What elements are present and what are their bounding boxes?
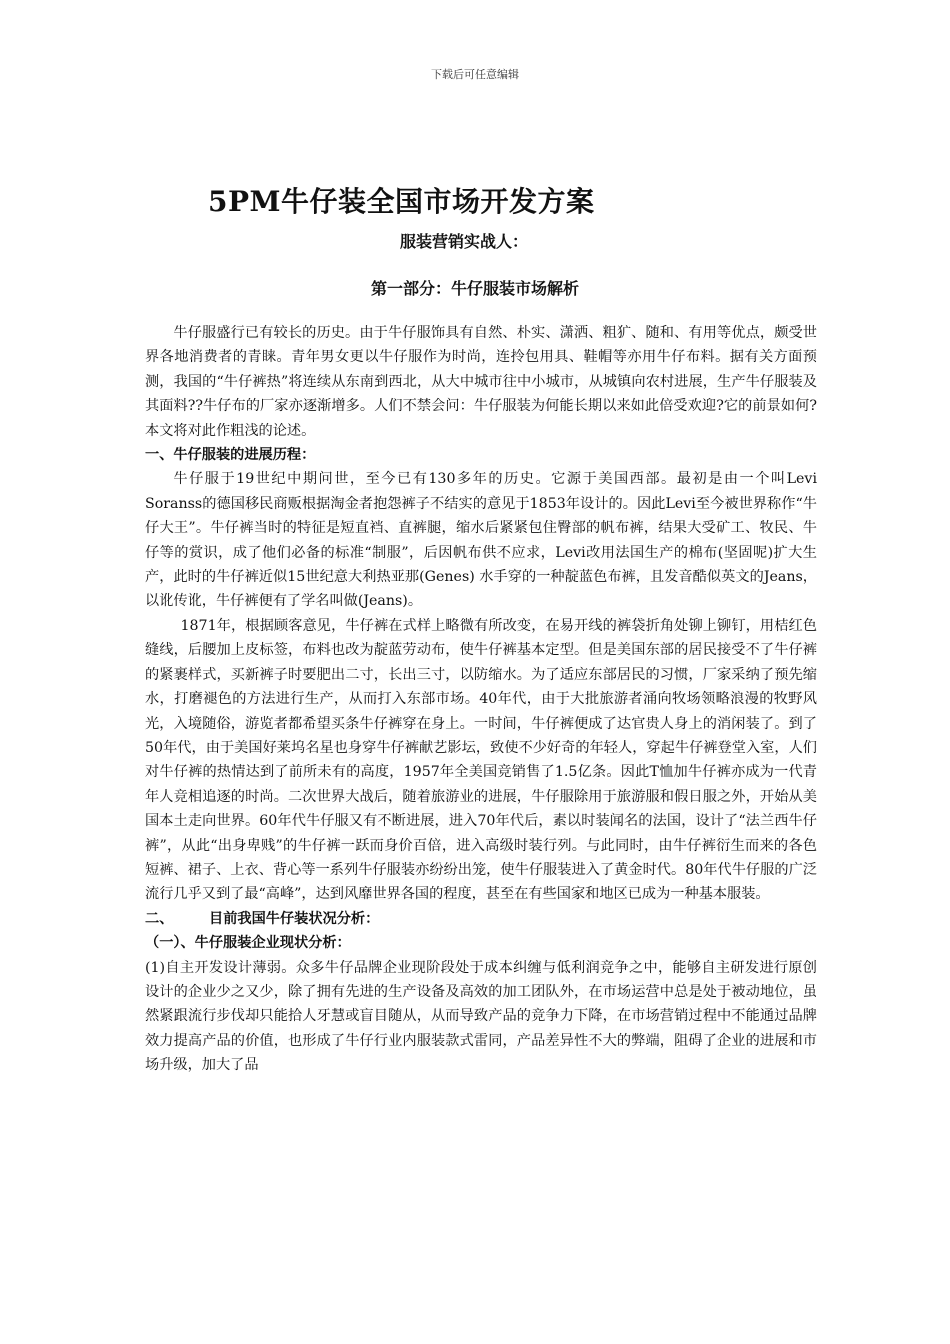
section-1-heading: 一、牛仔服装的进展历程：: [145, 447, 316, 464]
subsection-1-paragraph-1: (1)自主开发设计薄弱。众多牛仔品牌企业现阶段处于成本纠缠与低利润竞争之中，能够自主研发进行原创设计的企业少之又少，除了拥有先进的生产设备及高效的加工团队外，在市场运营中总是处于被动地位，虽然紧跟流行步伐却只能拾人牙慧或盲目随从，从而导致产品的竞争力下降，在市场营销过程中不能通过品牌效力提高产品的价值，也形成了牛仔行业内服装款式雷同，产品差异性不大的弊端，阻碍了企业的进展和市场升级，加大了品: [145, 959, 817, 1074]
part-title: 第一部分：牛仔服装市场解析: [370, 279, 579, 298]
page-header: 下载后可任意编辑: [431, 68, 519, 81]
section-2-number: 二、: [145, 910, 174, 927]
intro-paragraph: 牛仔服盛行已有较长的历史。由于牛仔服饰具有自然、朴实、潇洒、粗犷、随和、有用等优点，颇受世界各地消费者的青睐。青年男女更以牛仔服作为时尚，连拎包用具、鞋帽等亦用牛仔布料。据有关方面预测，我国的“牛仔裤热”将连续从东南到西北，从大中城市往中小城市，从城镇向农村进展，生产牛仔服装及其面料??牛仔布的厂家亦逐渐增多。人们不禁会问：牛仔服装为何能长期以来如此倍受欢迎?它的前景如何?本文将对此作粗浅的论述。: [145, 325, 817, 439]
section-2-heading: [145, 907, 817, 931]
subsection-1-heading: （一）、牛仔服装企业现状分析：: [145, 935, 351, 952]
author-line: 服装营销实战人：: [400, 232, 529, 251]
document-title: 5PM牛仔装全国市场开发方案: [208, 185, 595, 218]
section-1-paragraph-2: 1871年，根据顾客意见，牛仔裤在式样上略微有所改变，在易开线的裤袋折角处铆上铆钉，用桔红色缝线，后腰加上皮标签，布料也改为靛蓝劳动布，使牛仔裤基本定型。但是美国东部的居民接受不了牛仔裤的紧裹样式，买新裤子时要肥出二寸，长出三寸，以防缩水。为了适应东部居民的习惯，厂家采纳了预先缩水，打磨褪色的方法进行生产，从而打入东部市场。40年代，由于大批旅游者涌向牧场领略浪漫的牧野风光，入境随俗，游览者都希望买条牛仔裤穿在身上。一时间，牛仔裤便成了达官贵人身上的消闲装了。到了50年代，由于美国好莱坞名星也身穿牛仔裤献艺影坛，致使不少好奇的年轻人，穿起牛仔裤登堂入室，人们对牛仔裤的热情达到了前所未有的高度，1957年全美国竞销售了1.5亿条。因此T恤加牛仔裤亦成为一代青年人竞相追逐的时尚。二次世界大战后，随着旅游业的进展，牛仔服除用于旅游服和假日服之外，开始从美国本土走向世界。60年代牛仔服又有不断进展，进入70年代后，素以时装闻名的法国，设计了“法兰西牛仔裤”，从此“出身卑贱”的牛仔裤一跃而身价百倍，进入高级时装行列。与此同时，由牛仔裤衍生而来的各色短裤、裙子、上衣、背心等一系列牛仔服装亦纷纷出笼，使牛仔服装进入了黄金时代。80年代牛仔服的广泛流行几乎又到了最“高峰”，达到风靡世界各国的程度，甚至在有些国家和地区已成为一种基本服装。: [145, 617, 817, 903]
section-1-paragraph-1: 牛仔服于19世纪中期问世，至今已有130多年的历史。它源于美国西部。最初是由一个叫Levi Soranss的德国移民商贩根据淘金者抱怨裤子不结实的意见于1853年设计的。因此Levi至今被世界称作“牛仔大王”。牛仔裤当时的特征是短直裆、直裤腿，缩水后紧紧包住臀部的帆布裤，结果大受矿工、牧民、牛仔等的赏识，成了他们必备的标准“制服”，后因帆布供不应求，Levi改用法国生产的棉布(坚固呢)扩大生产，此时的牛仔裤近似15世纪意大利热亚那(Genes) 水手穿的一种靛蓝色布裤，且发音酷似英文的Jeans，以讹传讹，牛仔裤便有了学名叫做(Jeans)。: [145, 471, 817, 610]
document-body: [145, 321, 817, 1078]
section-2-title: 目前我国牛仔装状况分析：: [209, 910, 380, 927]
